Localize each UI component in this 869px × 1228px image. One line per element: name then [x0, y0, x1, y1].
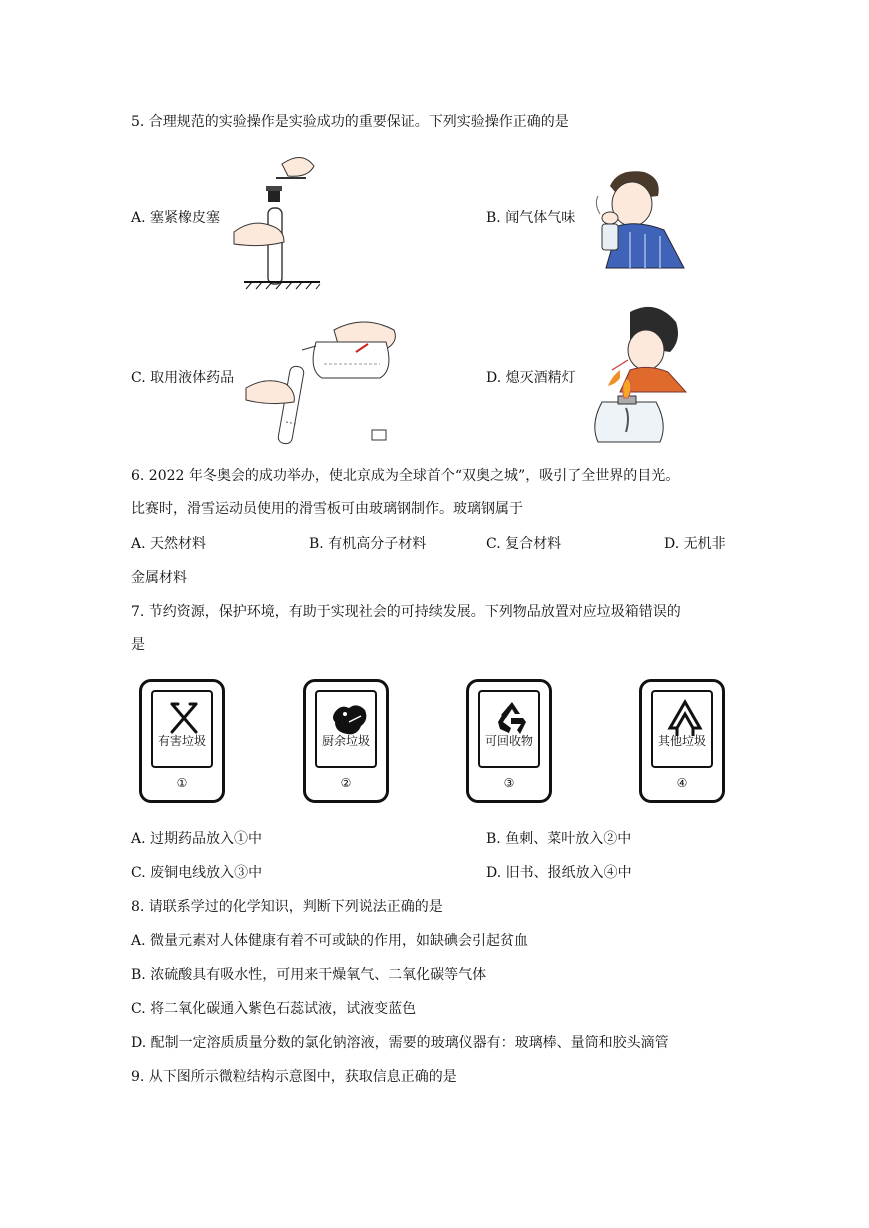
bin-label: 有害垃圾 [157, 734, 206, 748]
q6-option-c[interactable]: C. 复合材料 [486, 536, 562, 552]
q7-option-d[interactable]: D. 旧书、报纸放入④中 [486, 865, 632, 881]
q5-stem: 5. 合理规范的实验操作是实验成功的重要保证。下列实验操作正确的是 [131, 114, 569, 130]
q8-option-a[interactable]: A. 微量元素对人体健康有着不可或缺的作用，如缺碘会引起贫血 [131, 933, 529, 949]
q5-option-c[interactable]: C. 取用液体药品 [131, 370, 235, 386]
q9-stem: 9. 从下图所示微粒结构示意图中，获取信息正确的是 [131, 1069, 457, 1085]
recyclable-bin [466, 679, 552, 803]
q6-stem-line2: 比赛时，滑雪运动员使用的滑雪板可由玻璃钢制作。玻璃钢属于 [131, 501, 523, 517]
q5-option-a[interactable]: A. 塞紧橡皮塞 [131, 210, 221, 226]
bin-label: 厨余垃圾 [321, 734, 370, 748]
kitchen-waste-icon [331, 698, 369, 738]
other-waste-bin [639, 679, 725, 803]
bin-number: ③ [503, 776, 515, 790]
pouring-liquid-illustration [244, 312, 404, 448]
q6-option-b[interactable]: B. 有机高分子材料 [309, 536, 427, 552]
q8-option-d[interactable]: D. 配制一定溶质质量分数的氯化钠溶液，需要的玻璃仪器有：玻璃棒、量筒和胶头滴管 [131, 1035, 669, 1051]
q5-option-d[interactable]: D. 熄灭酒精灯 [486, 370, 576, 386]
q6-option-d[interactable]: D. 无机非 [664, 536, 726, 552]
q6-option-d-continued: 金属材料 [131, 570, 187, 586]
q6-option-a[interactable]: A. 天然材料 [131, 536, 207, 552]
smelling-gas-illustration [590, 166, 690, 270]
bin-number: ② [340, 776, 352, 790]
q7-option-c[interactable]: C. 废铜电线放入③中 [131, 865, 263, 881]
hazardous-waste-icon [167, 698, 201, 738]
q7-option-b[interactable]: B. 鱼刺、菜叶放入②中 [486, 831, 632, 847]
q7-stem-line2: 是 [131, 637, 145, 653]
q8-stem: 8. 请联系学过的化学知识，判断下列说法正确的是 [131, 899, 443, 915]
bin-label: 可回收物 [484, 734, 533, 748]
bin-number: ① [176, 776, 188, 790]
q7-option-a[interactable]: A. 过期药品放入①中 [131, 831, 263, 847]
blowing-out-lamp-illustration [590, 300, 694, 452]
bin-number: ④ [676, 776, 688, 790]
q5-option-b[interactable]: B. 闻气体气味 [486, 210, 576, 226]
q8-option-b[interactable]: B. 浓硫酸具有吸水性，可用来干燥氧气、二氧化碳等气体 [131, 967, 487, 983]
stopper-tube-illustration [232, 150, 322, 290]
recycle-icon [494, 698, 530, 738]
hazardous-waste-bin [139, 679, 225, 803]
q7-stem-line1: 7. 节约资源，保护环境，有助于实现社会的可持续发展。下列物品放置对应垃圾箱错误的 [131, 604, 681, 620]
q8-option-c[interactable]: C. 将二氧化碳通入紫色石蕊试液，试液变蓝色 [131, 1001, 417, 1017]
other-waste-icon [667, 698, 703, 738]
q6-stem-line1: 6. 2022 年冬奥会的成功举办，使北京成为全球首个“双奥之城”，吸引了全世界的目光。 [131, 468, 680, 484]
bin-label: 其他垃圾 [657, 734, 706, 748]
kitchen-waste-bin [303, 679, 389, 803]
